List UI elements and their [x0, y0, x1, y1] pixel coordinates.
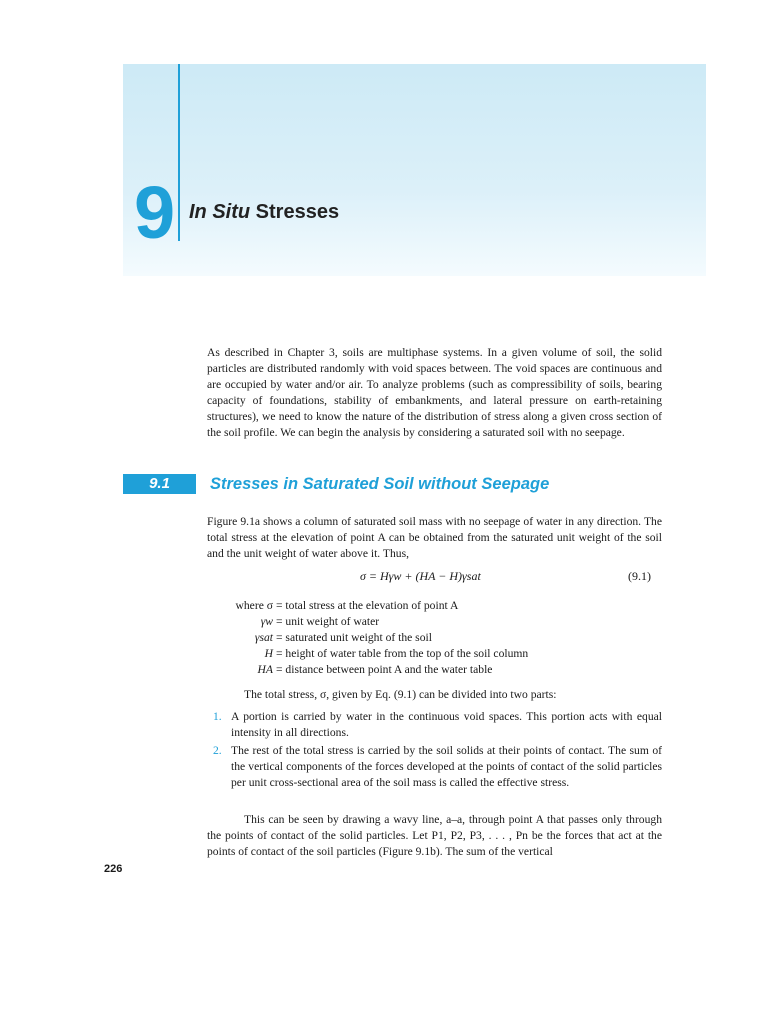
list-item	[207, 709, 662, 741]
where-definition: = unit weight of water	[276, 615, 380, 628]
chapter-title-italic: In Situ	[189, 201, 251, 223]
chapter-title-rest: Stresses	[250, 201, 340, 223]
numbered-list	[207, 709, 662, 793]
where-definition: = distance between point A and the water table	[276, 663, 493, 676]
paragraph-3: This can be seen by drawing a wavy line, a–a, through point A that passes only through the points of contact of the solid particles. Let P1, P2, P3, . . . , Pn be the forces that act at the points of contact of the soil particles (Figure 9.1b). The sum of the vertical	[207, 813, 662, 858]
banner-divider-line	[178, 64, 180, 241]
where-definition: = total stress at the elevation of point A	[276, 599, 459, 612]
chapter-number: 9	[134, 171, 176, 254]
paragraph-1: Figure 9.1a shows a column of saturated soil mass with no seepage of water in any direction. The total stress at the elevation of point A can be obtained from the saturated unit weight of the soil and the unit weight of water above it. Thus,	[207, 515, 662, 560]
list-number: 1.	[213, 710, 222, 723]
equation-number: (9.1)	[628, 569, 651, 583]
equation-9-1: σ = Hγw + (HA − H)γsat	[360, 569, 481, 583]
where-symbol: γsat	[254, 631, 273, 644]
chapter-banner	[123, 64, 706, 276]
where-symbol: H	[264, 647, 273, 660]
where-definition: = saturated unit weight of the soil	[276, 631, 432, 644]
chapter-title	[189, 201, 339, 224]
list-text: The rest of the total stress is carried by the soil solids at their points of contact. The sum of the vertical components of the forces developed at the points of contact of the solid particles per unit cross-sectional area of the soil mass is called the effective stress.	[231, 744, 662, 789]
list-number: 2.	[213, 744, 222, 757]
where-symbol: HA	[257, 663, 273, 676]
intro-paragraph: As described in Chapter 3, soils are multiphase systems. In a given volume of soil, the solid particles are distributed randomly with void spaces between. The void spaces are continuous and are occupied by water and/or air. To analyze problems (such as compressibility of soils, bearing capacity of foundations, stability of embankments, and lateral pressure on earth-retaining structures), we need to know the nature of the distribution of stress along a given cross section of the soil profile. We can begin the analysis by considering a saturated soil with no seepage.	[207, 346, 662, 439]
page-number: 226	[104, 863, 123, 875]
where-symbol: where σ	[235, 599, 273, 612]
where-definition: = height of water table from the top of the soil column	[276, 647, 529, 660]
list-item	[207, 743, 662, 791]
section-title: Stresses in Saturated Soil without Seepage	[210, 475, 550, 493]
list-text: A portion is carried by water in the continuous void spaces. This portion acts with equal intensity in all directions.	[231, 710, 662, 739]
paragraph-2: The total stress, σ, given by Eq. (9.1) can be divided into two parts:	[244, 688, 557, 701]
section-number-badge: 9.1	[123, 474, 196, 494]
where-symbol: γw	[260, 615, 273, 628]
